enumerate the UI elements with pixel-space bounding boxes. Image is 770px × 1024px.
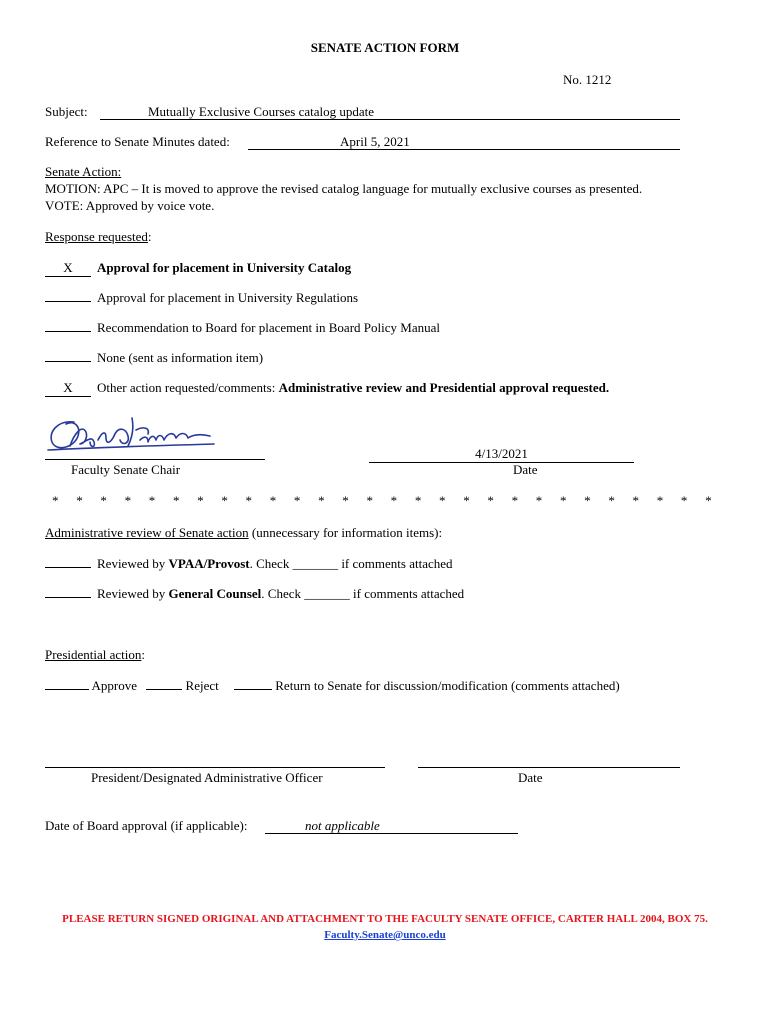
approve-label: Approve (91, 678, 138, 693)
separator-star: * (705, 493, 712, 508)
board-approval-field[interactable] (265, 818, 518, 834)
separator-star: * (245, 493, 252, 508)
separator-star: * (535, 493, 543, 508)
response-board[interactable] (45, 320, 440, 336)
response-other[interactable] (45, 380, 609, 397)
form-number: No. 1212 (563, 72, 612, 87)
review-vpaa-name: VPAA/Provost (168, 556, 250, 571)
form-title: SENATE ACTION FORM (310, 40, 460, 55)
review-vpaa-mark[interactable] (45, 567, 91, 568)
presidential-options (45, 677, 620, 694)
separator-star: * (487, 493, 494, 508)
response-colon: : (147, 229, 152, 244)
review-vpaa[interactable] (45, 556, 453, 572)
response-board-label: Recommendation to Board for placement in Board Policy Manual (97, 320, 440, 335)
officer-date-line[interactable] (418, 767, 680, 768)
chair-signature-image (44, 410, 224, 458)
admin-review-label: Administrative review of Senate action (45, 525, 249, 540)
response-catalog[interactable] (45, 260, 351, 277)
response-none-mark[interactable] (45, 361, 91, 362)
senate-action-label: Senate Action: (45, 164, 122, 179)
response-catalog-mark[interactable]: X (45, 260, 91, 277)
separator-star: * (269, 493, 277, 508)
board-approval-label: Date of Board approval (if applicable): (45, 818, 248, 833)
separator-star: * (172, 493, 180, 508)
response-other-mark[interactable]: X (45, 380, 91, 397)
admin-review-note: (unnecessary for information items): (248, 525, 443, 540)
separator-star: * (439, 493, 446, 508)
reference-value: April 5, 2021 (340, 134, 410, 149)
admin-review-heading (45, 525, 442, 541)
approve-blank[interactable] (45, 677, 89, 690)
subject-field[interactable] (100, 104, 680, 120)
chair-date-label: Date (513, 462, 538, 477)
response-label: Response requested (45, 229, 148, 244)
chair-label: Faculty Senate Chair (71, 462, 181, 477)
separator-star: * (463, 493, 470, 508)
response-none-label: None (sent as information item) (97, 350, 264, 365)
separator-star: * (511, 493, 519, 508)
response-board-mark[interactable] (45, 331, 91, 332)
response-regulations[interactable] (45, 290, 358, 306)
separator-star: * (414, 493, 422, 508)
response-heading (45, 229, 152, 245)
subject-value: Mutually Exclusive Courses catalog update (148, 104, 375, 119)
motion-text: MOTION: APC – It is moved to approve the revised catalog language for mutually exclusive courses as presented. (45, 181, 643, 196)
response-other-label: Other action requested/comments: (97, 380, 279, 395)
review-vpaa-suffix: . Check _______ if comments attached (249, 556, 453, 571)
response-regulations-mark[interactable] (45, 301, 91, 302)
chair-signature-line[interactable] (45, 459, 265, 460)
reject-blank[interactable] (146, 677, 182, 690)
review-gc-suffix: . Check _______ if comments attached (261, 586, 465, 601)
review-gc[interactable] (45, 586, 464, 602)
review-gc-mark[interactable] (45, 597, 91, 598)
email-row (0, 926, 770, 943)
email-link[interactable]: Faculty.Senate@unco.edu (324, 929, 446, 941)
review-vpaa-prefix: Reviewed by (97, 556, 169, 571)
separator-star: * (342, 493, 349, 508)
separator-star: * (221, 493, 228, 508)
separator-star: * (318, 493, 325, 508)
presidential-colon: : (141, 647, 146, 662)
chair-date-field[interactable] (369, 446, 634, 463)
separator-star: * (148, 493, 156, 508)
separator-star: * (680, 493, 688, 508)
return-notice: PLEASE RETURN SIGNED ORIGINAL AND ATTACHMENT TO THE FACULTY SENATE OFFICE, CARTER HALL 2004, BOX 75. (62, 913, 708, 925)
separator-star: * (293, 493, 301, 508)
officer-label: President/Designated Administrative Officer (91, 770, 323, 785)
star-separator (52, 493, 729, 509)
reject-label: Reject (185, 678, 219, 693)
chair-date-value: 4/13/2021 (475, 446, 528, 461)
response-catalog-label: Approval for placement in University Catalog (97, 260, 352, 275)
review-gc-name: General Counsel (168, 586, 262, 601)
return-label: Return to Senate for discussion/modification (comments attached) (275, 678, 620, 693)
separator-star: * (124, 493, 132, 508)
subject-label: Subject: (45, 104, 88, 119)
presidential-heading (45, 647, 145, 663)
separator-star: * (632, 493, 639, 508)
presidential-label: Presidential action (45, 647, 142, 662)
board-approval-value: not applicable (305, 818, 380, 833)
separator-star: * (52, 493, 59, 508)
subject-row (45, 104, 88, 120)
officer-signature-line[interactable] (45, 767, 385, 768)
separator-star: * (100, 493, 107, 508)
return-blank[interactable] (234, 677, 272, 690)
separator-star: * (197, 493, 204, 508)
response-other-comment: Administrative review and Presidential approval requested. (278, 380, 610, 395)
separator-star: * (559, 493, 567, 508)
reference-label: Reference to Senate Minutes dated: (45, 134, 230, 149)
separator-star: * (584, 493, 591, 508)
response-regulations-label: Approval for placement in University Regulations (97, 290, 359, 305)
reference-field[interactable] (248, 134, 680, 150)
separator-star: * (390, 493, 398, 508)
review-gc-prefix: Reviewed by (97, 586, 169, 601)
separator-star: * (656, 493, 664, 508)
separator-star: * (366, 493, 373, 508)
response-none[interactable] (45, 350, 263, 366)
vote-text: VOTE: Approved by voice vote. (45, 198, 215, 213)
separator-star: * (76, 493, 83, 508)
officer-date-label: Date (518, 770, 543, 785)
separator-star: * (608, 493, 615, 508)
